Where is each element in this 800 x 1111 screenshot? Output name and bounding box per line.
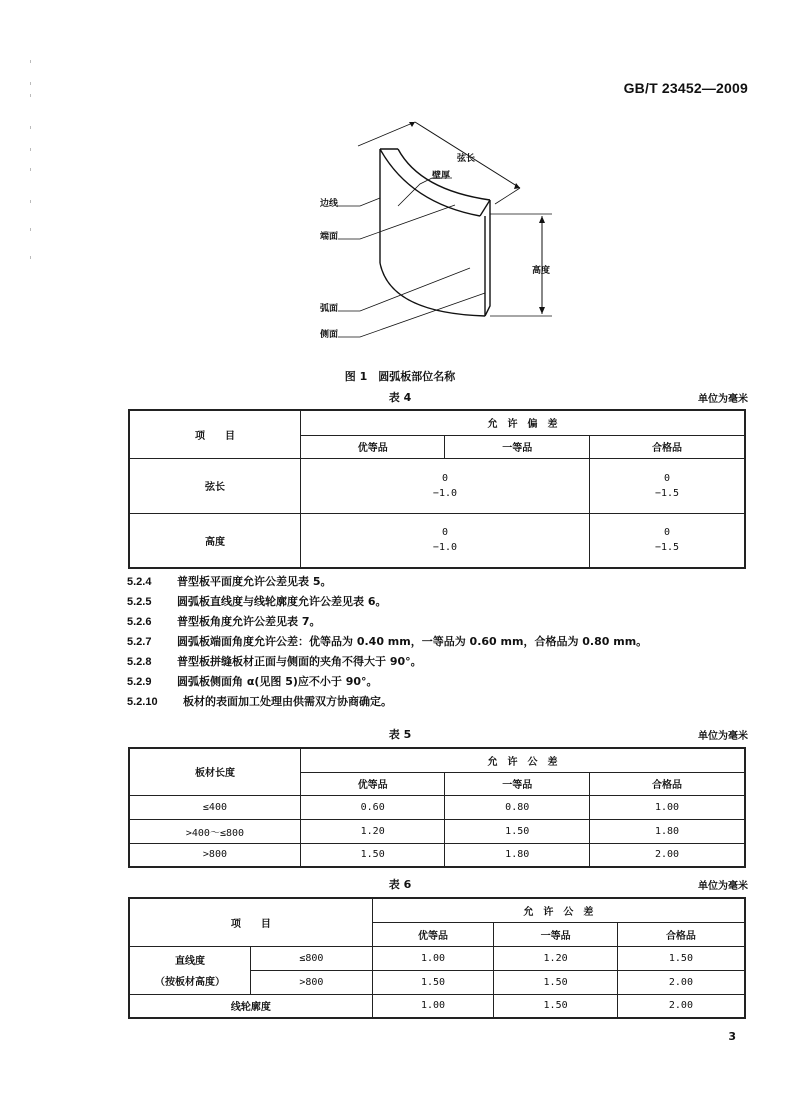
table-5-length: >800 (129, 843, 300, 867)
table-5-header-item: 板材长度 (129, 748, 300, 795)
table-5-length: ≤400 (129, 795, 300, 819)
clause-item: 5.2.6 普型板角度允许公差见表 7。 (127, 615, 321, 628)
table-4-header-group: 允 许 偏 差 (300, 410, 745, 435)
label-side-face: 侧面 (320, 330, 339, 340)
table-6-unit: 单位为毫米 (698, 881, 748, 892)
table-4-title: 表 4 (388, 391, 412, 404)
page-number: 3 (728, 1030, 736, 1043)
table-4-item: 高度 (129, 513, 300, 568)
clause-item: 5.2.7 圆弧板端面角度允许公差：优等品为 0.40 mm，一等品为 0.60 mm，合格品为 0.80 mm。 (127, 635, 648, 648)
table-4-value: 0 −1.5 (589, 513, 745, 568)
table-6-range: >800 (251, 970, 373, 994)
table-6-range: ≤800 (251, 946, 373, 970)
table-6-title: 表 6 (388, 878, 412, 891)
table-4-value: 0 −1.0 (300, 513, 589, 568)
table-6-header-grade: 优等品 (372, 922, 494, 946)
table-6-value: 1.50 (494, 994, 618, 1018)
table-5-value: 0.80 (445, 795, 590, 819)
table-6-profile-label: 线轮廓度 (129, 994, 372, 1018)
table-6-header-grade: 合格品 (617, 922, 745, 946)
clause-list (127, 572, 647, 712)
table-row (129, 819, 745, 843)
table-6 (128, 897, 746, 1019)
table-6-value: 1.00 (372, 946, 494, 970)
table-4-value: 0 −1.5 (589, 458, 745, 513)
table-row (129, 458, 745, 513)
table-6-straightness-label: 直线度 （按板材高度） (129, 946, 251, 994)
table-6-value: 1.50 (494, 970, 618, 994)
table-row (129, 795, 745, 819)
clause-item: 5.2.10 板材的表面加工处理由供需双方协商确定。 (127, 695, 392, 708)
table-4-header-item: 项 目 (129, 410, 300, 458)
scan-margin-marks (30, 60, 32, 280)
table-5-header-grade: 合格品 (589, 772, 745, 795)
table-4-header-grade: 一等品 (445, 435, 590, 458)
table-4-item: 弦长 (129, 458, 300, 513)
table-6-value: 1.20 (494, 946, 618, 970)
figure-arc-slab-parts (320, 118, 570, 353)
clause-item: 5.2.9 圆弧板侧面角 α(见图 5)应不小于 90°。 (127, 675, 378, 688)
table-5-unit: 单位为毫米 (698, 731, 748, 742)
table-5-header-grade: 一等品 (445, 772, 590, 795)
table-row (129, 994, 745, 1018)
figure-1-caption: 图 1 圆弧板部位名称 (344, 370, 456, 383)
table-5-value: 0.60 (300, 795, 445, 819)
clause-item: 5.2.4 普型板平面度允许公差见表 5。 (127, 575, 332, 588)
table-row (129, 843, 745, 867)
table-6-value: 2.00 (617, 994, 745, 1018)
table-6-value: 1.50 (617, 946, 745, 970)
standard-code: GB/T 23452—2009 (623, 80, 748, 96)
table-5-value: 1.20 (300, 819, 445, 843)
clause-item: 5.2.8 普型板拼缝板材正面与侧面的夹角不得大于 90°。 (127, 655, 422, 668)
arc-slab-diagram (320, 118, 570, 353)
table-6-header-item: 项 目 (129, 898, 372, 946)
label-edge-line: 边线 (320, 199, 339, 209)
table-5-value: 1.80 (445, 843, 590, 867)
table-5-header-group: 允 许 公 差 (300, 748, 745, 772)
table-6-value: 1.00 (372, 994, 494, 1018)
table-6-header-group: 允 许 公 差 (372, 898, 745, 922)
table-4-value: 0 −1.0 (300, 458, 589, 513)
table-4 (128, 409, 746, 569)
table-row (129, 946, 745, 970)
table-5-value: 2.00 (589, 843, 745, 867)
table-6-header-grade: 一等品 (494, 922, 618, 946)
table-5-length: >400～≤800 (129, 819, 300, 843)
label-chord-length: 弦长 (457, 154, 476, 164)
table-5-header-grade: 优等品 (300, 772, 445, 795)
table-5-value: 1.50 (445, 819, 590, 843)
table-row (129, 513, 745, 568)
label-height: 高度 (532, 266, 551, 276)
clause-item: 5.2.5 圆弧板直线度与线轮廓度允许公差见表 6。 (127, 595, 387, 608)
table-5-value: 1.80 (589, 819, 745, 843)
label-arc-face: 弧面 (320, 304, 339, 314)
table-5-title: 表 5 (388, 728, 412, 741)
table-5-value: 1.00 (589, 795, 745, 819)
table-4-header-grade: 优等品 (300, 435, 445, 458)
table-5-value: 1.50 (300, 843, 445, 867)
table-4-header-grade: 合格品 (589, 435, 745, 458)
label-wall-thickness: 壁厚 (432, 171, 451, 181)
table-4-unit: 单位为毫米 (698, 394, 748, 405)
table-6-value: 1.50 (372, 970, 494, 994)
table-6-value: 2.00 (617, 970, 745, 994)
label-end-face: 端面 (320, 232, 339, 242)
table-5 (128, 747, 746, 868)
